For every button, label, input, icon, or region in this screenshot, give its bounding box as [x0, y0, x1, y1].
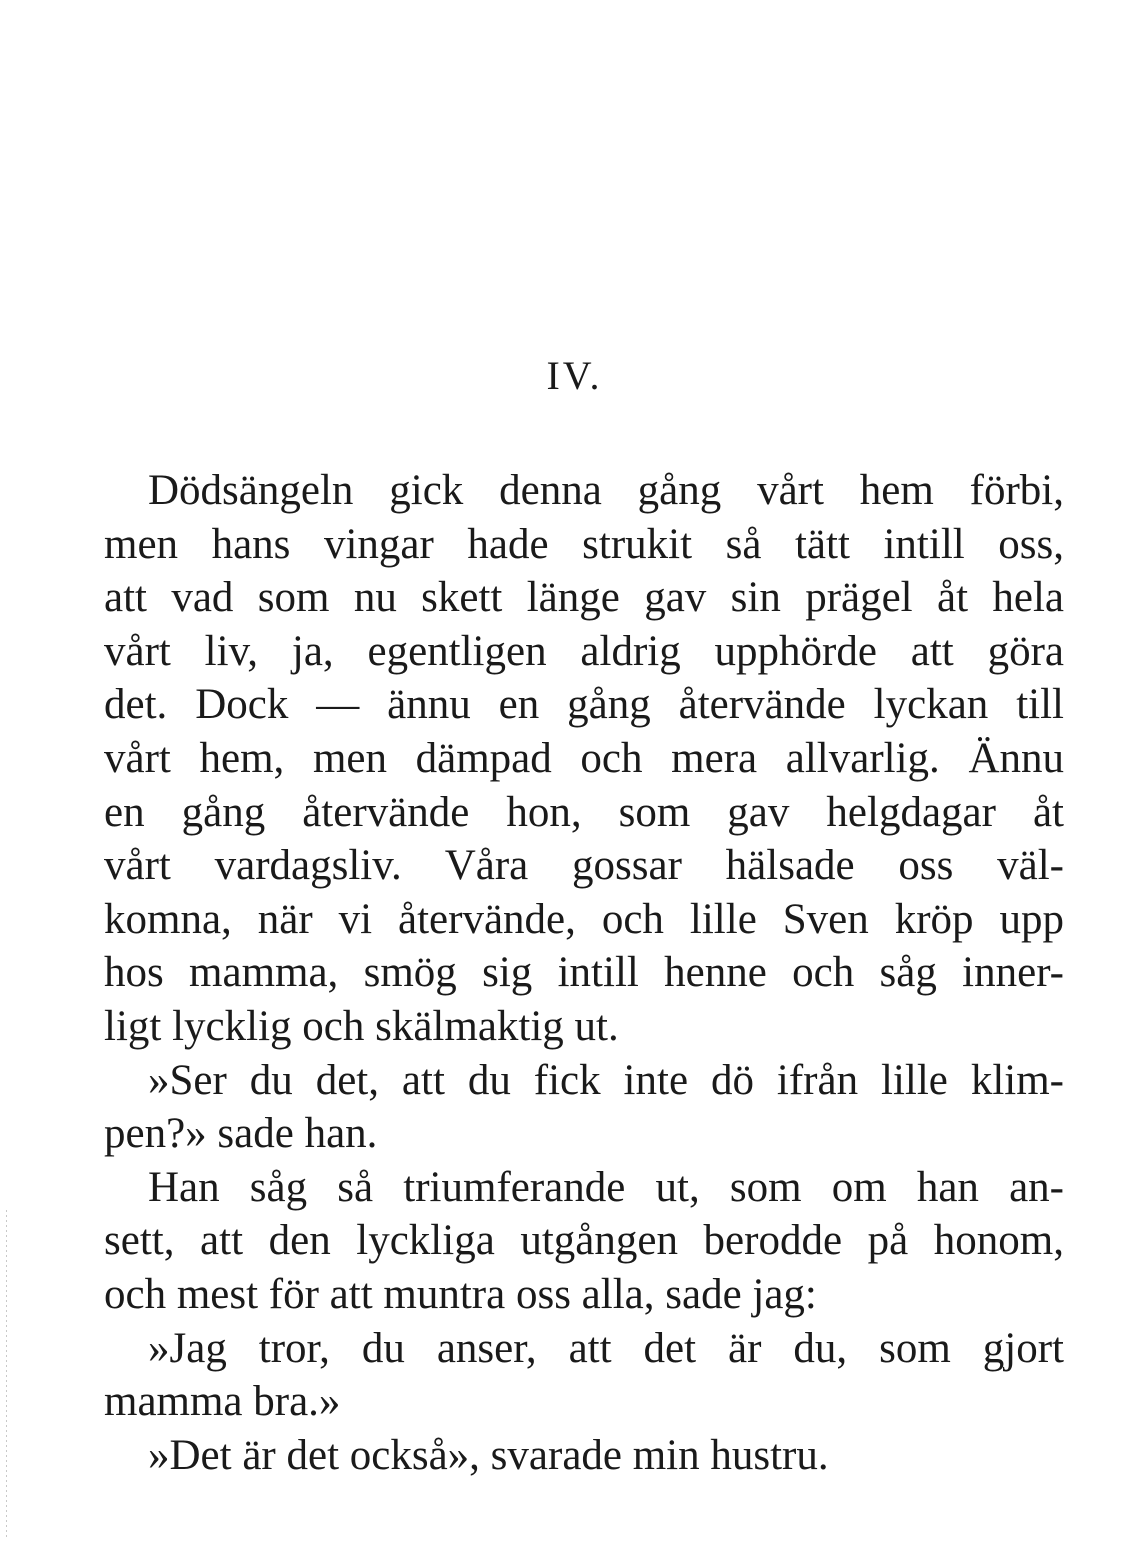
body-text — [104, 464, 1064, 1482]
paragraph-3-line-2: sett, att den lyckliga utgången berodde på honom, — [104, 1217, 1064, 1265]
paragraph-3-line-3: och mest för att muntra oss alla, sade jag: — [104, 1270, 817, 1318]
paragraph-1-line-1: Dödsängeln gick denna gång vårt hem förbi, — [148, 467, 1064, 514]
paragraph-1-line-4: vårt liv, ja, egentligen aldrig upphörde att göra — [104, 627, 1064, 675]
paragraph-1-line-3: att vad som nu skett länge gav sin prägel åt hela — [104, 574, 1064, 622]
paragraph-2-line-2: pen?» sade han. — [104, 1110, 378, 1158]
paragraph-1-line-2: men hans vingar hade strukit så tätt intill oss, — [104, 520, 1064, 568]
paragraph-3-line-1: Han såg så triumferande ut, som om han an- — [148, 1163, 1064, 1211]
paragraph-1-line-7: en gång återvände hon, som gav helgdagar åt — [104, 788, 1064, 836]
scan-edge-mark — [6, 1210, 7, 1540]
paragraph-1-line-9: komna, när vi återvände, och lille Sven kröp upp — [104, 895, 1064, 943]
paragraph-5-line-1: »Det är det också», svarade min hustru. — [148, 1431, 829, 1479]
paragraph-2-line-1: »Ser du det, att du fick inte dö ifrån lille klim- — [148, 1056, 1064, 1104]
paragraph-4-line-1: »Jag tror, du anser, att det är du, som gjort — [148, 1324, 1064, 1372]
paragraph-1-line-10: hos mamma, smög sig intill henne och såg inner- — [104, 949, 1064, 997]
chapter-heading: IV. — [546, 353, 603, 398]
paragraph-1-line-6: vårt hem, men dämpad och mera allvarlig. Ännu — [104, 734, 1064, 782]
paragraph-1-line-11: ligt lycklig och skälmaktig ut. — [104, 1002, 619, 1050]
paragraph-4-line-2: mamma bra.» — [104, 1378, 341, 1426]
paragraph-1-line-8: vårt vardagsliv. Våra gossar hälsade oss väl- — [104, 842, 1064, 890]
paragraph-1-line-5: det. Dock — ännu en gång återvände lyckan till — [104, 681, 1064, 729]
